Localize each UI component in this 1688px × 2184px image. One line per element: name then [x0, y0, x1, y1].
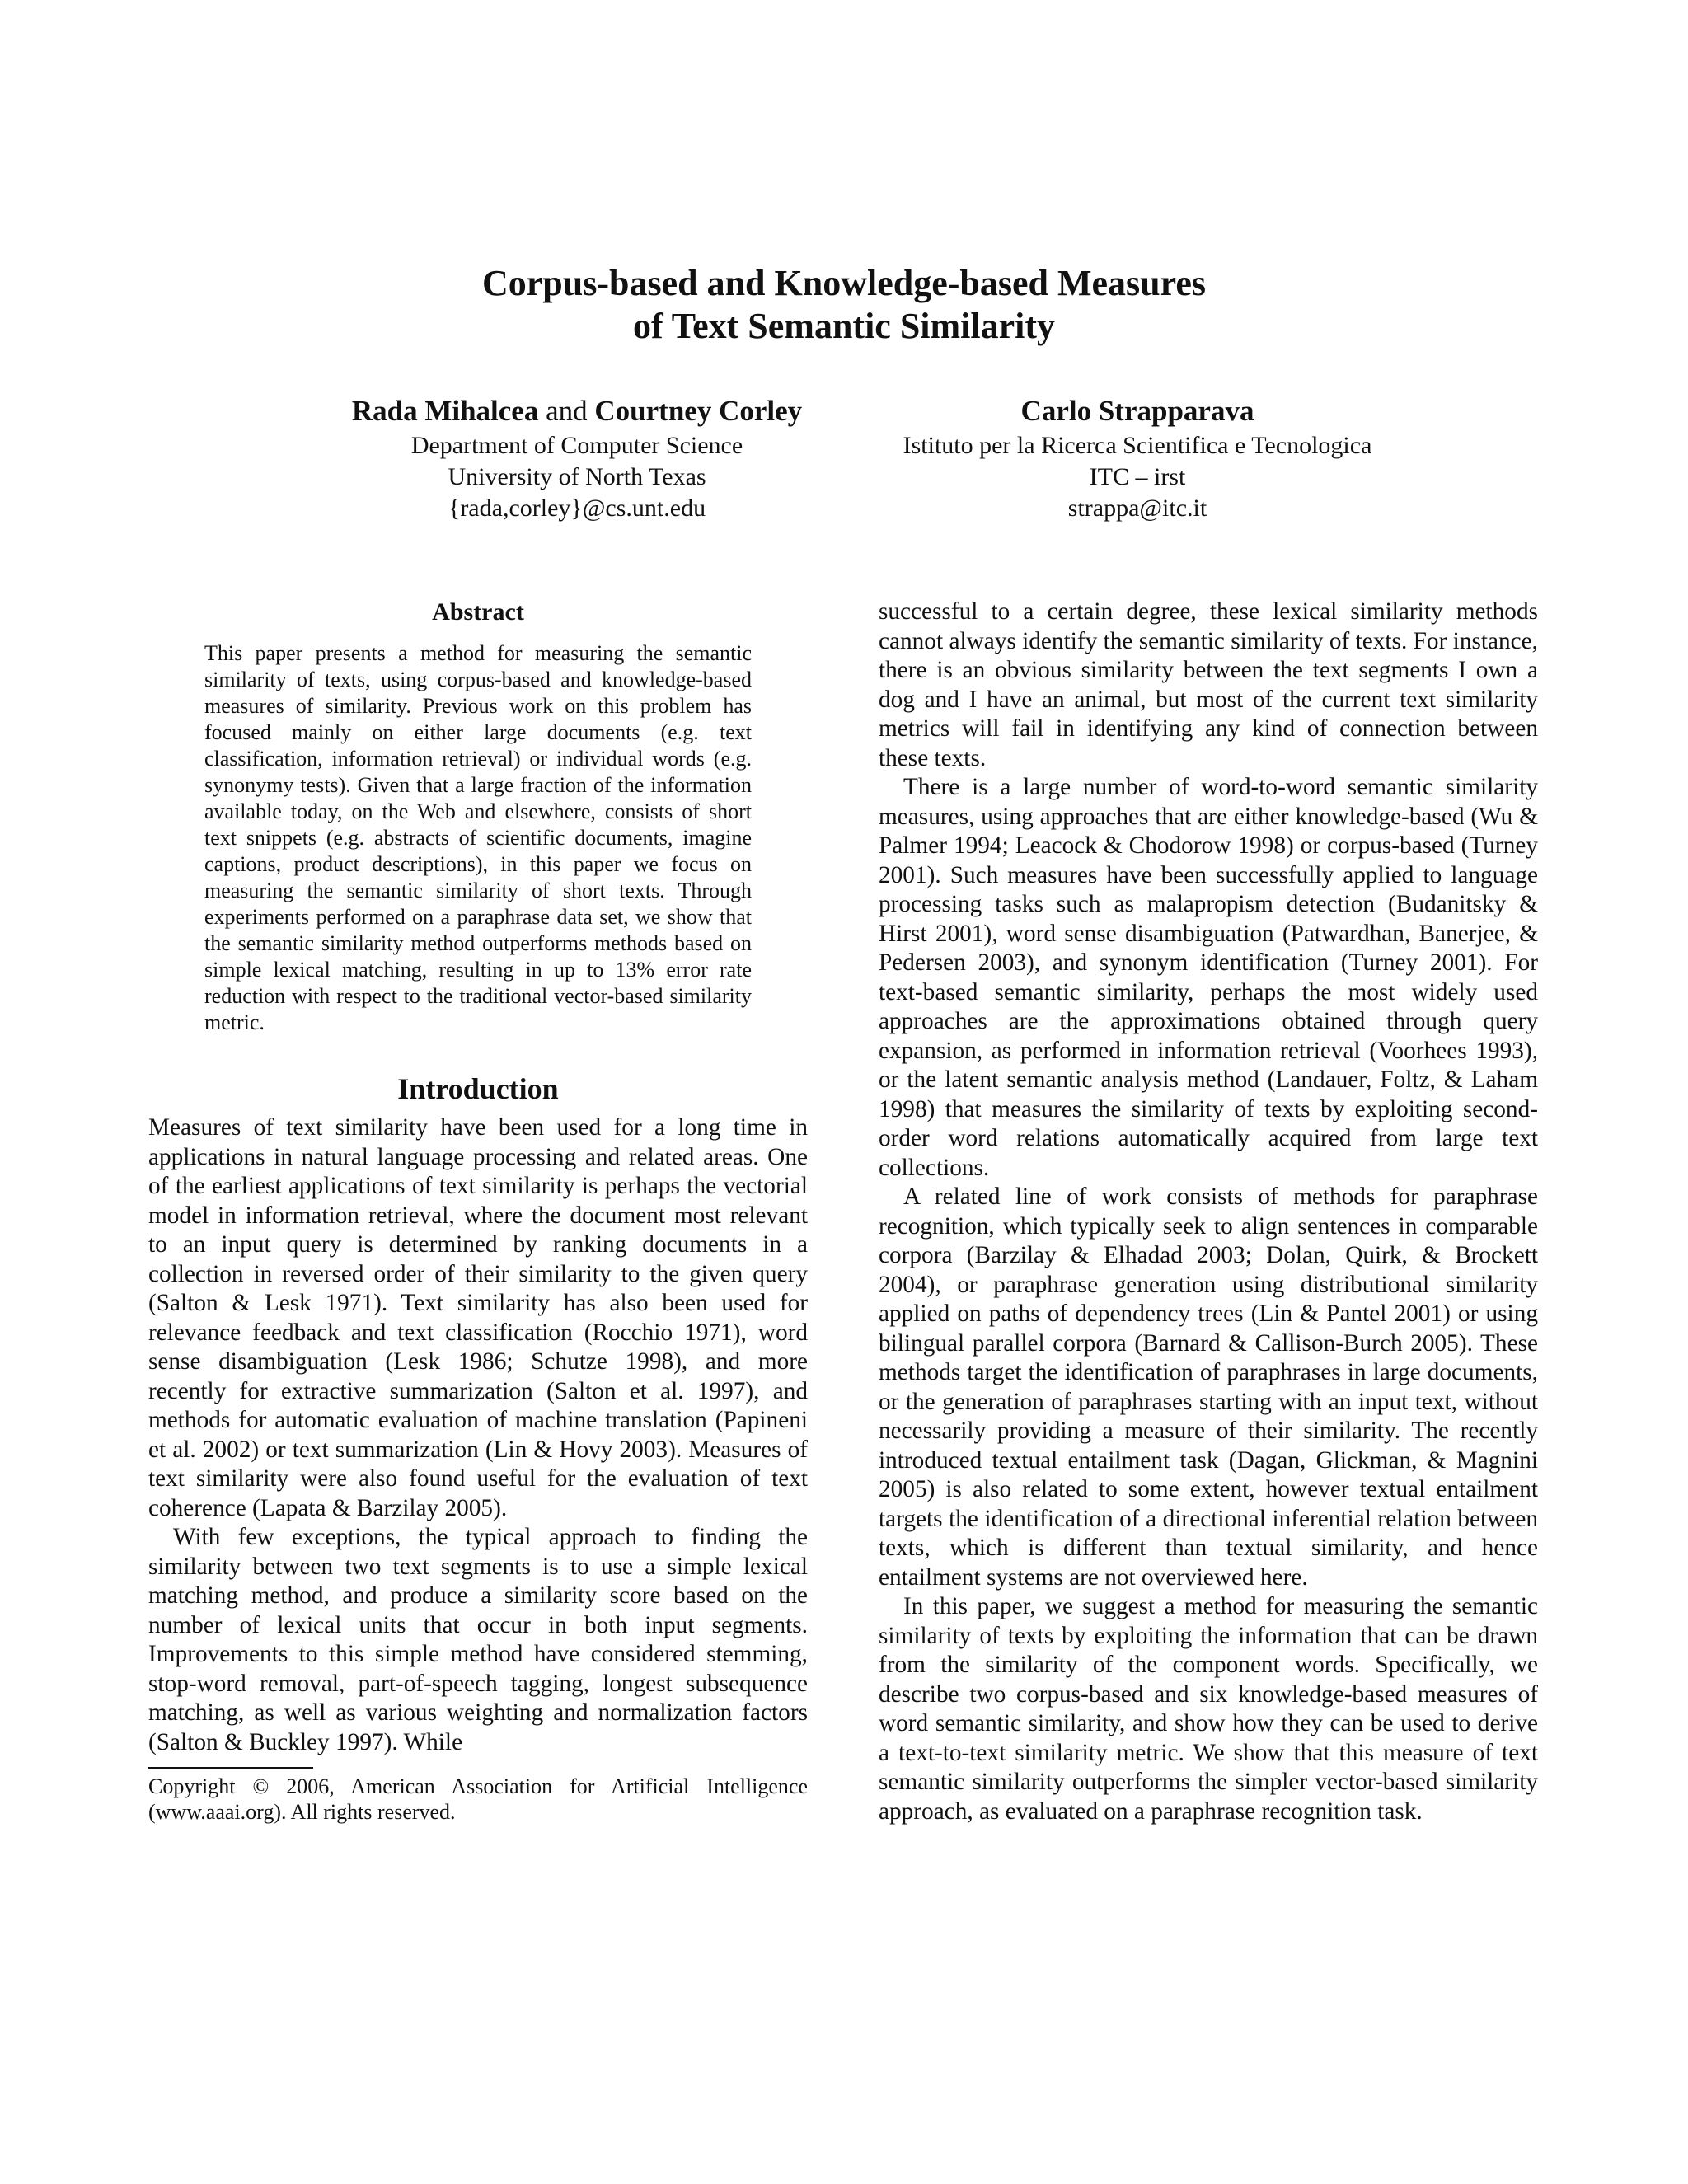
author-dept-left: Department of Computer Science — [410, 432, 743, 459]
title-line-2: of Text Semantic Similarity — [632, 306, 1056, 346]
author-name-1: Rada Mihalcea — [351, 395, 539, 427]
right-column — [879, 598, 1538, 1826]
author-names-left — [218, 394, 935, 429]
author-block-left — [218, 394, 935, 524]
intro-paragraph-1: Measures of text similarity have been used for a long time in applications in natural language processing and related areas. One of the earliest applications of text similarity is perhaps the vectorial model in information retrieval, where the document most relevant to an input query is determined by ranking documents in a collection in reversed order of their similarity to the given query (Salton & Lesk 1971). Text similarity has also been used for relevance feedback and text classification (Rocchio 1971), word sense disambiguation (Lesk 1986; Schutze 1998), and more recently for extractive summarization (Salton et al. 1997), and methods for automatic evaluation of machine translation (Papineni et al. 2002) or text summarization (Lin & Hovy 2003). Measures of text similarity were also found useful for the evaluation of text coherence (Lapata & Barzilay 2005). — [148, 1114, 808, 1521]
intro-paragraph-2: With few exceptions, the typical approach to finding the similarity between two text segments is to use a simple lexical matching method, and produce a similarity score based on the number of lexical units that occur in both input segments. Improvements to this simple method have considered stemming, stop-word removal, part-of-speech tagging, longest subsequence matching, as well as various weighting and normalization factors (Salton & Buckley 1997). While — [148, 1524, 808, 1755]
abstract-text: This paper presents a method for measuring the semantic similarity of texts, using corpus-based and knowledge-based measures of similarity. Previous work on this problem has focused mainly on either large documents (e.g. text classification, information retrieval) or individual words (e.g. synonymy tests). Given that a large fraction of the information available today, on the Web and elsewhere, consists of short text snippets (e.g. abstracts of scientific documents, imagine captions, product descriptions), in this paper we focus on measuring the semantic similarity of short texts. Through experiments performed on a paraphrase data set, we show that the semantic similarity method outperforms methods based on simple lexical matching, resulting in up to 13% error rate reduction with respect to the traditional vector-based similarity metric. — [204, 641, 752, 1034]
author-block-right — [849, 394, 1426, 524]
right-paragraph-4: In this paper, we suggest a method for measuring the semantic similarity of texts by exploiting the information that can be drawn from the similarity of the component words. Specifically, we describe two corpus-based and six knowledge-based measures of word semantic similarity, and show how they can be used to derive a text-to-text similarity metric. We show that this measure of text semantic similarity outperforms the simpler vector-based similarity approach, as evaluated on a paraphrase recognition task. — [879, 1593, 1538, 1825]
abstract-heading: Abstract — [432, 598, 524, 626]
introduction-heading: Introduction — [397, 1072, 559, 1105]
paper-title — [0, 262, 1688, 348]
right-paragraph-3: A related line of work consists of methods for paraphrase recognition, which typically seek to align sentences in comparable corpora (Barzilay & Elhadad 2003; Dolan, Quirk, & Brockett 2004), or paraphrase generation using distributional similarity applied on paths of dependency trees (Lin & Pantel 2001) or using bilingual parallel corpora (Barnard & Callison-Burch 2005). These methods target the identification of paraphrases in large documents, or the generation of paraphrases starting with an input text, without necessarily providing a measure of their similarity. The recently introduced textual entailment task (Dagan, Glickman, & Magnini 2005) is also related to some extent, however textual entailment targets the identification of a directional inferential relation between texts, which is different than textual similarity, and hence entailment systems are not overviewed here. — [879, 1183, 1538, 1591]
author-institution-left: University of North Texas — [448, 463, 706, 490]
right-paragraph-2: There is a large number of word-to-word semantic similarity measures, using approaches that are either knowledge-based (Wu & Palmer 1994; Leacock & Chodorow 1998) or corpus-based (Turney 2001). Such measures have been successfully applied to language processing tasks such as malapropism detection (Budanitsky & Hirst 2001), word sense disambiguation (Patwardhan, Banerjee, & Pedersen 2003), and synonym identification (Turney 2001). For text-based semantic similarity, perhaps the most widely used approaches are the approximations obtained through query expansion, as performed in information retrieval (Voorhees 1993), or the latent semantic analysis method (Landauer, Foltz, & Laham 1998) that measures the similarity of texts by exploiting second-order word relations automatically acquired from large text collections. — [879, 774, 1538, 1181]
right-paragraph-1: successful to a certain degree, these lexical similarity methods cannot always identify the semantic similarity of texts. For instance, there is an obvious similarity between the text segments I own a dog and I have an animal, but most of the current text similarity metrics will fail in identifying any kind of connection between these texts. — [879, 598, 1538, 771]
author-name-3: Carlo Strapparava — [1020, 395, 1254, 427]
author-dept-right: Istituto per la Ricerca Scientifica e Tecnologica — [903, 432, 1372, 459]
author-email-left: {rada,corley}@cs.unt.edu — [448, 494, 706, 522]
title-line-1: Corpus-based and Knowledge-based Measures — [481, 263, 1207, 303]
footnote-rule — [148, 1767, 313, 1769]
author-institution-right: ITC – irst — [1089, 463, 1186, 490]
author-conjunction: and — [546, 395, 588, 427]
copyright-footnote: Copyright © 2006, American Association for Artificial Intelligence (www.aaai.org). All rights reserved. — [148, 1774, 808, 1824]
author-email-right: strappa@itc.it — [1067, 494, 1207, 522]
author-name-2: Courtney Corley — [594, 395, 803, 427]
left-column — [148, 598, 808, 1825]
author-names-right — [849, 394, 1426, 429]
